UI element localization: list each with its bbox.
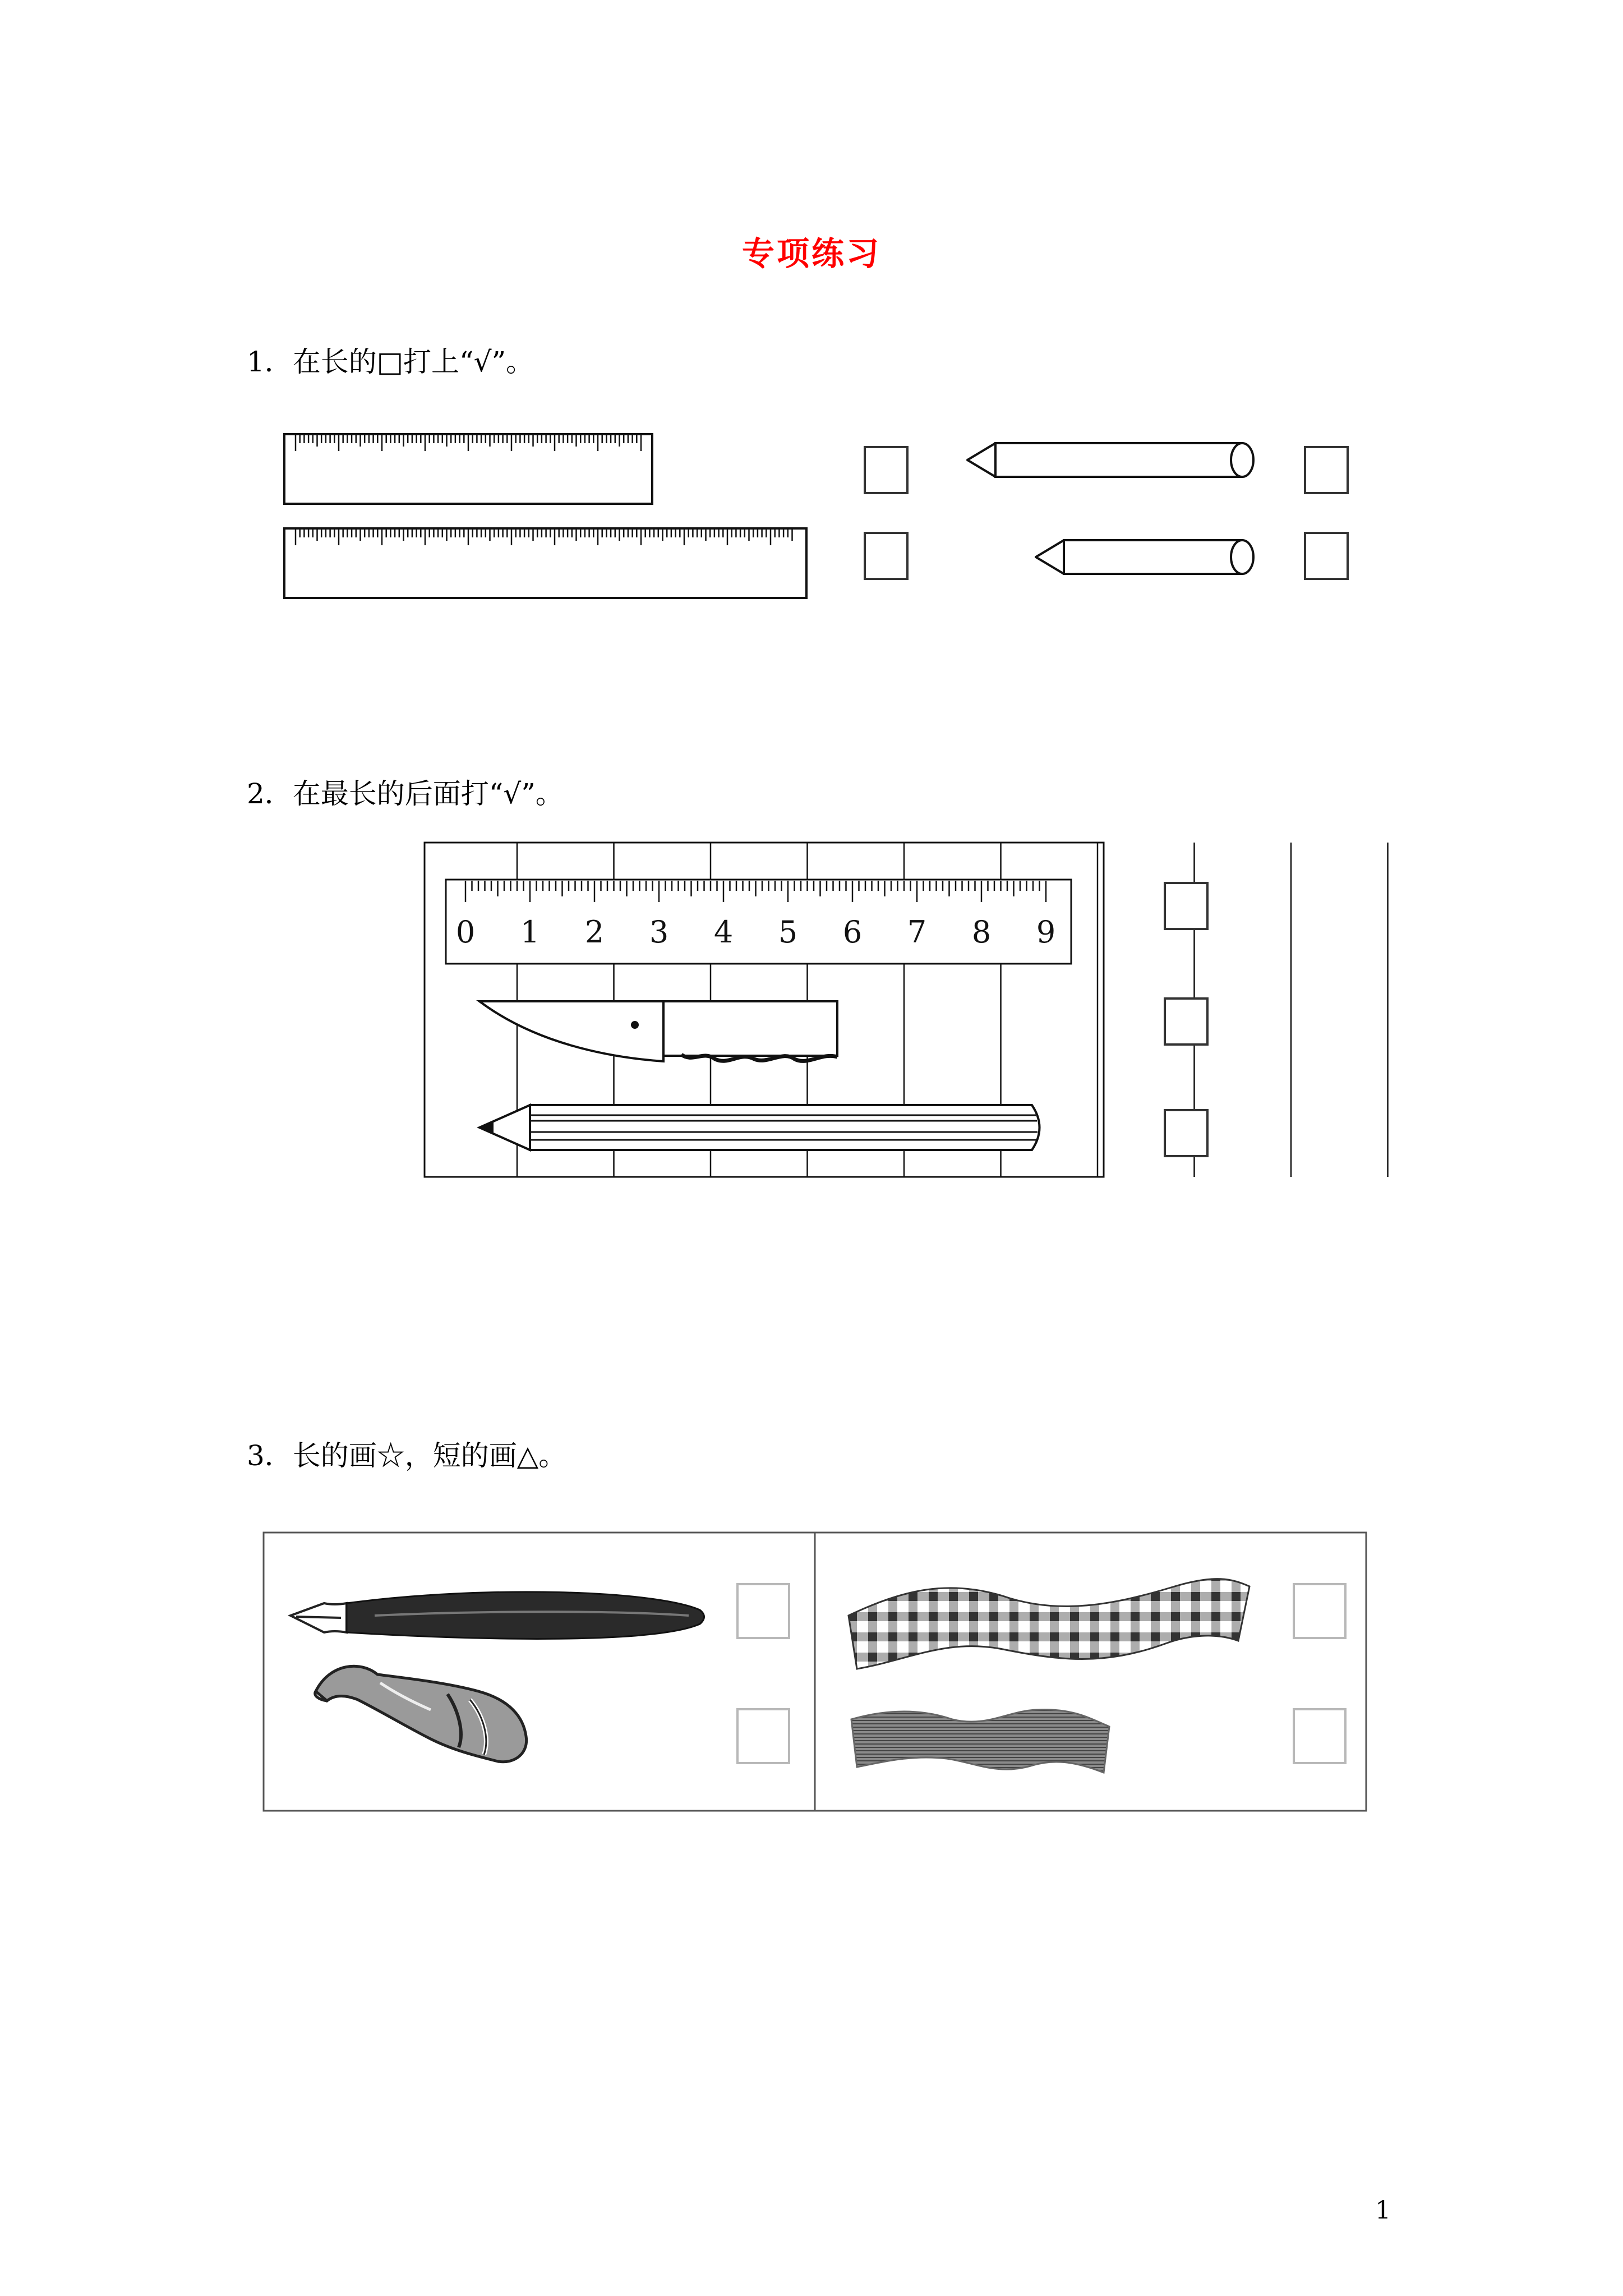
q3-figure-frame	[262, 1531, 1367, 1812]
q1-checkbox-long-ruler[interactable]	[864, 532, 909, 580]
q1-long-pencil	[962, 438, 1256, 482]
q2-ruler-label: 3	[649, 914, 669, 950]
q1-checkbox-short-pencil[interactable]	[1304, 532, 1349, 580]
q2-checkbox-pencil[interactable]	[1164, 1109, 1209, 1157]
q2-ruler-label: 2	[584, 914, 605, 950]
q1-short-pencil	[1029, 535, 1256, 579]
q2-ruler-label: 9	[1036, 914, 1056, 950]
q2-ruler-label: 8	[971, 914, 992, 950]
q1-checkbox-long-pencil[interactable]	[1304, 446, 1349, 494]
q2-ruler-label: 7	[907, 914, 927, 950]
q2-measure-figure	[423, 841, 1105, 1178]
q2-ruler-label: 4	[713, 914, 734, 950]
q1-long-ruler	[283, 527, 808, 600]
q1-short-ruler	[283, 433, 653, 506]
q2-checkbox-ruler[interactable]	[1164, 882, 1209, 930]
question-1: 1．在长的□打上“√”。	[247, 346, 534, 378]
page-number: 1	[1375, 2196, 1391, 2225]
q2-ruler-label: 6	[842, 914, 863, 950]
q1-checkbox-short-ruler[interactable]	[864, 446, 909, 494]
q2-pencil	[479, 1105, 1040, 1150]
q3-checkbox-long-pen[interactable]	[736, 1583, 790, 1639]
q3-checkbox-short-ribbon[interactable]	[1293, 1708, 1347, 1764]
q3-checkbox-long-ribbon[interactable]	[1293, 1583, 1347, 1639]
question-3: 3．长的画☆，短的画△。	[247, 1439, 567, 1472]
q2-ruler-label: 5	[778, 914, 798, 950]
page-title: 专项练习	[741, 234, 881, 273]
q3-checkbox-short-pen[interactable]	[736, 1708, 790, 1764]
question-2: 2．在最长的后面打“√”。	[247, 777, 564, 810]
q2-ruler-label: 0	[455, 914, 476, 950]
q2-ruler-label: 1	[520, 914, 540, 950]
q2-checkbox-knife[interactable]	[1164, 997, 1209, 1046]
